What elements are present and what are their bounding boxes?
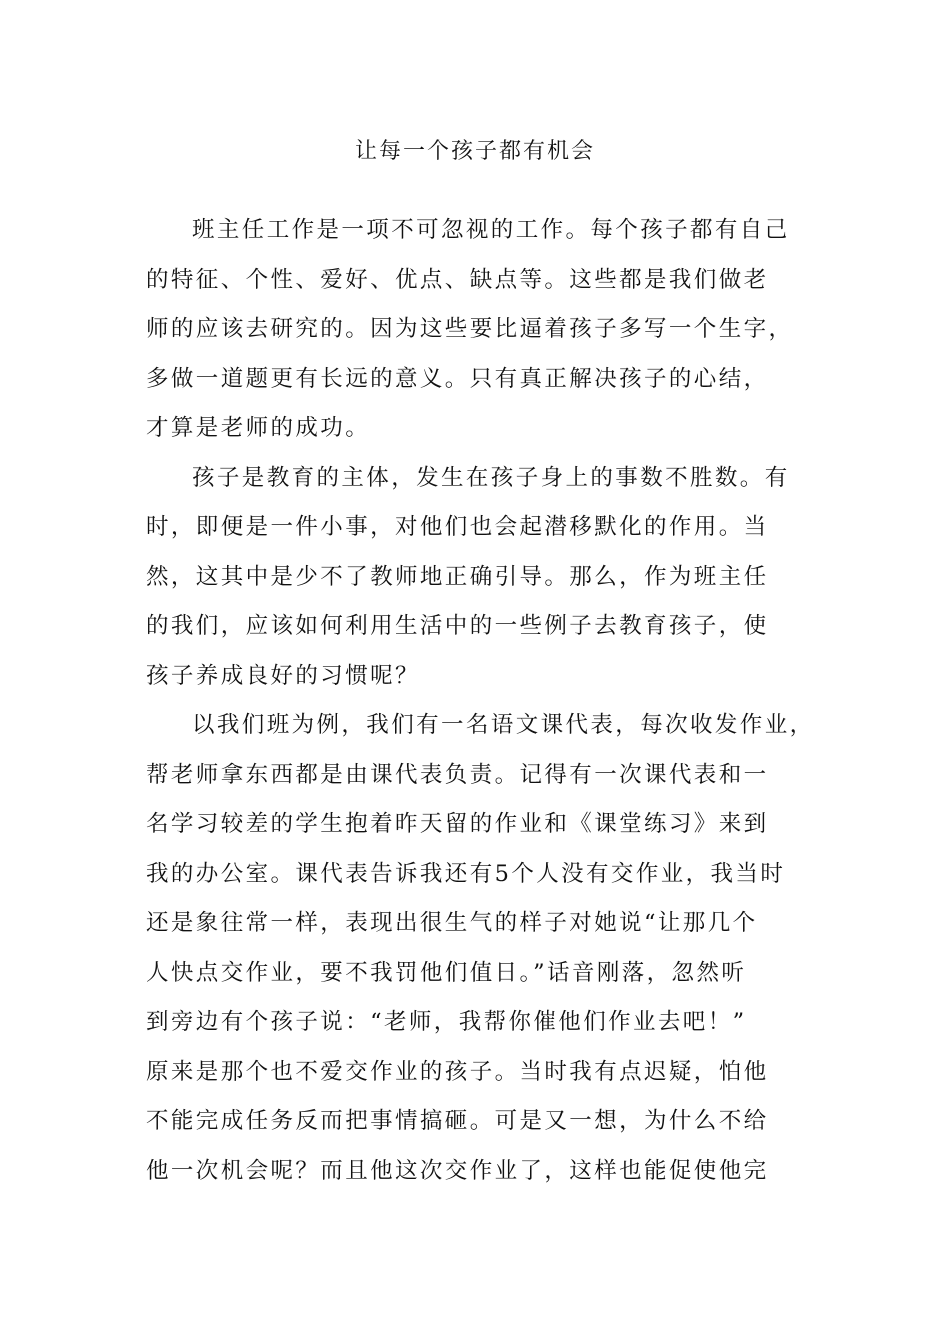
text-line: 他一次机会呢？而且他这次交作业了，这样也能促使他完 (146, 1157, 769, 1184)
text-line: 班主任工作是一项不可忽视的工作。每个孩子都有自己 (192, 217, 790, 243)
text-line: 才算是老师的成功。 (146, 415, 371, 441)
text-line: 以我们班为例，我们有一名语文课代表，每次收发作业， (192, 712, 815, 738)
text-line: 然，这其中是少不了教师地正确引导。那么，作为班主任 (146, 563, 769, 590)
text-line: 时，即便是一件小事，对他们也会起潜移默化的作用。当 (146, 514, 769, 540)
text-line: 孩子是教育的主体，发生在孩子身上的事数不胜数。有 (192, 464, 790, 491)
text-line: 孩子养成良好的习惯呢？ (146, 662, 420, 689)
text-line: 的我们，应该如何利用生活中的一些例子去教育孩子，使 (146, 613, 769, 639)
text-line: 的特征、个性、爱好、优点、缺点等。这些都是我们做老 (146, 266, 769, 293)
text-line: 不能完成任务反而把事情搞砸。可是又一想，为什么不给 (146, 1108, 769, 1134)
text-line: 还是象往常一样，表现出很生气的样子对她说“让那几个 (146, 910, 758, 936)
text-line: 多做一道题更有长远的意义。只有真正解决孩子的心结， (146, 365, 769, 392)
text-line: 我的办公室。课代表告诉我还有5个人没有交作业，我当时 (146, 860, 786, 887)
text-line: 到旁边有个孩子说：“老师，我帮你催他们作业去吧！” (146, 1009, 747, 1035)
text-line: 人快点交作业，要不我罚他们值日。”话音刚落，忽然听 (146, 959, 747, 986)
document-body (146, 206, 826, 1196)
text-line: 帮老师拿东西都是由课代表负责。记得有一次课代表和一 (146, 761, 769, 788)
document-title: 让每一个孩子都有机会 (354, 139, 595, 164)
text-line: 名学习较差的学生抱着昨天留的作业和《课堂练习》来到 (146, 811, 769, 837)
text-line: 师的应该去研究的。因为这些要比逼着孩子多写一个生字， (146, 316, 794, 342)
text-line: 原来是那个也不爱交作业的孩子。当时我有点迟疑，怕他 (146, 1058, 769, 1085)
